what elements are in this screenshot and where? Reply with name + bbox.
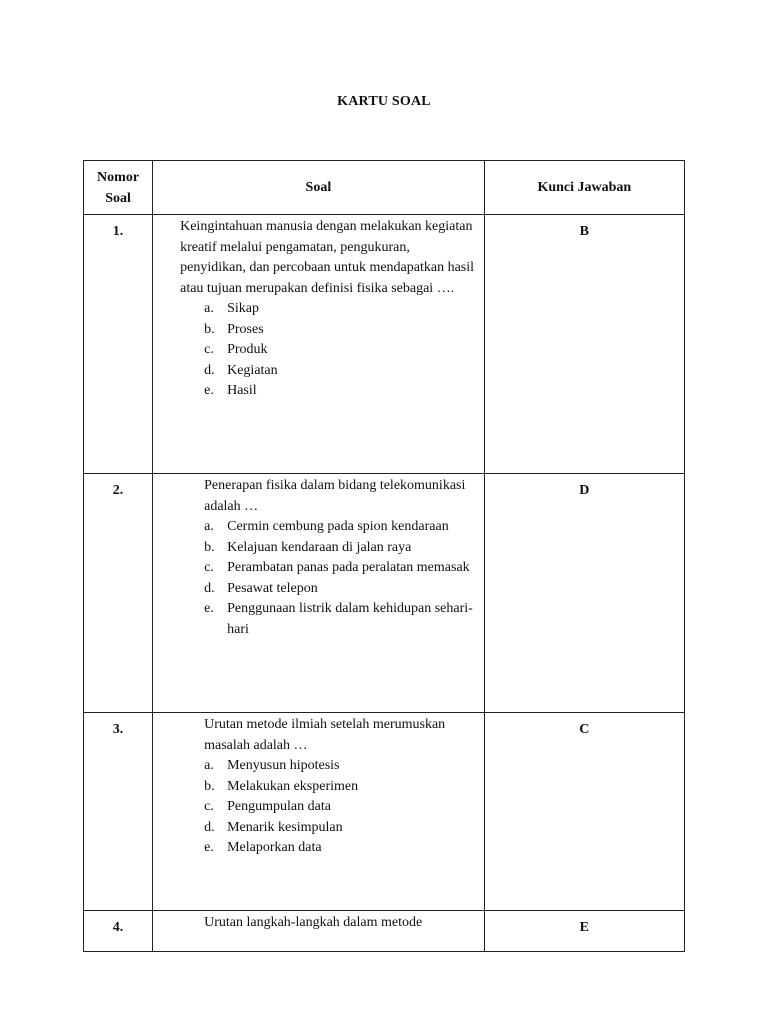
- question-card-table: [83, 160, 685, 952]
- question-stem: Urutan langkah-langkah dalam metode: [204, 915, 423, 930]
- page-title: KARTU SOAL: [337, 94, 431, 109]
- option-text: Menyusun hipotesis: [227, 758, 340, 773]
- option-letter: d.: [204, 580, 215, 596]
- option-text: Penggunaan listrik dalam kehidupan sehari-hari: [227, 601, 473, 637]
- question-cell: [153, 713, 485, 911]
- header-answer-key: Kunci Jawaban: [484, 161, 684, 215]
- option-item: [204, 579, 476, 600]
- option-item: [204, 361, 476, 382]
- option-letter: e.: [204, 383, 214, 398]
- question-number: 2.: [84, 474, 153, 713]
- option-letter: e.: [204, 840, 214, 855]
- option-letter: b.: [204, 321, 215, 337]
- option-list: [153, 299, 484, 402]
- option-letter: c.: [204, 799, 214, 814]
- table-row: [84, 215, 685, 474]
- option-item: [204, 517, 476, 538]
- option-text: Melaporkan data: [227, 840, 322, 855]
- option-item: [204, 838, 476, 859]
- question-number: 3.: [84, 713, 153, 911]
- option-text: Kelajuan kendaraan di jalan raya: [227, 539, 412, 555]
- option-letter: a.: [204, 519, 214, 534]
- question-number: 1.: [84, 215, 153, 474]
- option-item: [204, 299, 476, 320]
- option-list: [153, 517, 484, 640]
- answer-key: E: [484, 911, 684, 952]
- option-text: Produk: [227, 342, 268, 357]
- option-text: Hasil: [227, 383, 257, 398]
- option-item: [204, 797, 476, 818]
- question-stem: Penerapan fisika dalam bidang telekomunikasi adalah …: [204, 478, 466, 514]
- option-text: Cermin cembung pada spion kendaraan: [227, 519, 449, 534]
- option-item: [204, 777, 476, 798]
- option-letter: c.: [204, 560, 214, 575]
- answer-key: C: [484, 713, 684, 911]
- option-text: Pengumpulan data: [227, 799, 331, 814]
- option-item: [204, 340, 476, 361]
- table-row: [84, 713, 685, 911]
- question-number: 4.: [84, 911, 153, 952]
- option-item: [204, 818, 476, 839]
- header-question: Soal: [153, 161, 485, 215]
- table-row: [84, 911, 685, 952]
- option-item: [204, 320, 476, 341]
- question-cell: [153, 911, 485, 952]
- option-letter: b.: [204, 539, 215, 555]
- table-row: [84, 474, 685, 713]
- question-stem: Keingintahuan manusia dengan melakukan kegiatan kreatif melalui pengamatan, pengukuran, penyidikan, dan percobaan untuk mendapatkan hasil atau tujuan merupakan definisi fisika sebagai ….: [180, 219, 475, 296]
- option-letter: b.: [204, 778, 215, 794]
- option-letter: a.: [204, 758, 214, 773]
- option-letter: a.: [204, 301, 214, 316]
- option-letter: c.: [204, 342, 214, 357]
- option-text: Proses: [227, 321, 264, 337]
- option-text: Melakukan eksperimen: [227, 778, 359, 794]
- answer-key: D: [484, 474, 684, 713]
- option-letter: e.: [204, 601, 214, 616]
- option-text: Pesawat telepon: [227, 580, 318, 596]
- question-cell: [153, 474, 485, 713]
- option-item: [204, 381, 476, 402]
- header-number: Nomor Soal: [84, 161, 153, 215]
- option-item: [204, 599, 476, 640]
- answer-key: B: [484, 215, 684, 474]
- question-stem: Urutan metode ilmiah setelah merumuskan masalah adalah …: [204, 717, 446, 753]
- option-item: [204, 538, 476, 559]
- option-text: Perambatan panas pada peralatan memasak: [227, 560, 470, 575]
- table-header-row: [84, 161, 685, 215]
- option-list: [153, 756, 484, 859]
- option-item: [204, 756, 476, 777]
- option-text: Kegiatan: [227, 362, 278, 378]
- question-cell: [153, 215, 485, 474]
- option-text: Sikap: [227, 301, 259, 316]
- option-item: [204, 558, 476, 579]
- option-letter: d.: [204, 362, 215, 378]
- option-text: Menarik kesimpulan: [227, 819, 343, 835]
- option-letter: d.: [204, 819, 215, 835]
